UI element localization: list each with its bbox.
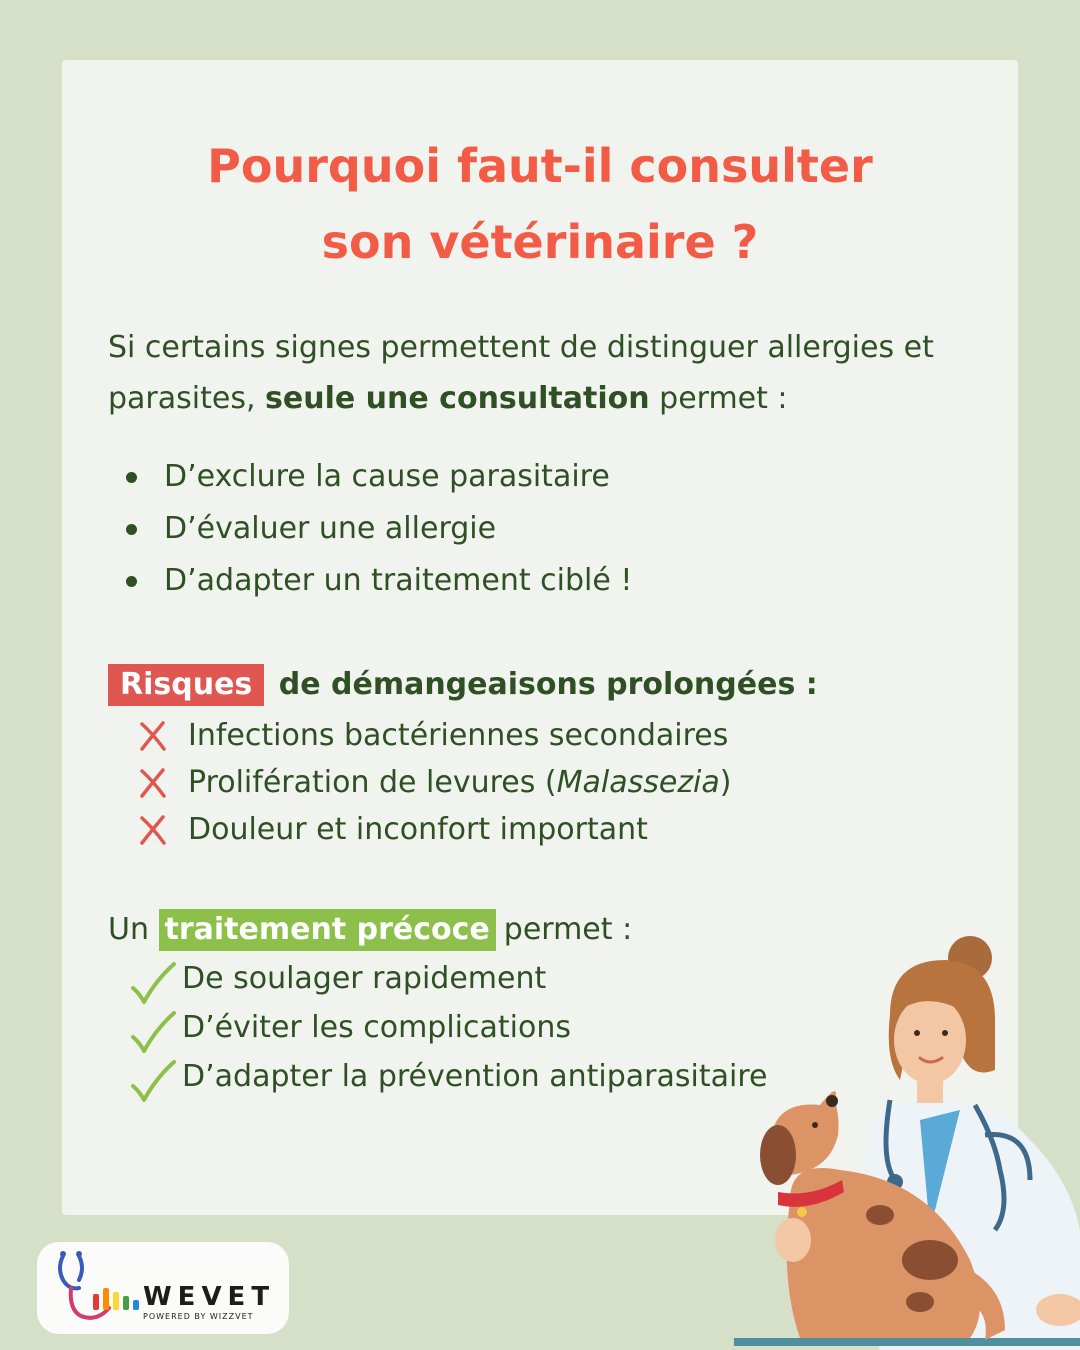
cross-icon [138, 720, 168, 752]
title-line-1: Pourquoi faut-il consulter [207, 139, 873, 193]
risk-text: Infections bactériennes secondaires [188, 717, 729, 753]
risk-text: Douleur et inconfort important [188, 811, 648, 847]
treatment-text: D’adapter la prévention antiparasitaire [182, 1059, 768, 1094]
list-item [130, 1054, 767, 1103]
risks-heading [108, 664, 818, 706]
treatment-heading [108, 909, 632, 951]
list-item [138, 806, 732, 853]
treatment-tag: traitement précoce [159, 909, 496, 951]
treatment-suffix: permet : [503, 912, 633, 947]
exam-table [734, 1338, 1080, 1346]
vet-face [894, 996, 966, 1084]
list-item [126, 503, 632, 555]
logo-wordmark: WEVET [143, 1282, 276, 1312]
treatment-benefits-list [130, 956, 767, 1103]
list-item [130, 956, 767, 1005]
intro-bold: seule une consultation [265, 381, 650, 416]
dog-ear [760, 1125, 796, 1185]
check-icon [130, 1007, 178, 1055]
risks-heading-text: de démangeaisons prolongées : [278, 667, 818, 702]
list-item-text: D’exclure la cause parasitaire [164, 459, 610, 494]
list-item-text: D’évaluer une allergie [164, 511, 497, 546]
risk-text [188, 761, 732, 805]
treatment-text: De soulager rapidement [182, 961, 547, 996]
consultation-benefits-list [126, 451, 632, 607]
page-title [0, 128, 1080, 280]
cross-icon [138, 814, 168, 846]
risk-text-start: Prolifération de levures ( [188, 764, 557, 800]
intro-text-2: permet : [649, 381, 788, 416]
bullet-dot-icon [126, 472, 137, 483]
list-item [130, 1005, 767, 1054]
risks-tag: Risques [108, 664, 264, 706]
bullet-dot-icon [126, 524, 137, 535]
treatment-text: D’éviter les complications [182, 1010, 571, 1045]
stethoscope-logo-icon [51, 1248, 147, 1328]
vet-dog-illustration [730, 930, 1080, 1350]
risk-text-italic: Malassezia [556, 764, 720, 800]
list-item [126, 451, 632, 503]
intro-paragraph [108, 322, 958, 424]
risks-list [138, 712, 732, 853]
title-line-2: son vétérinaire ? [321, 215, 759, 269]
wevet-logo [37, 1242, 289, 1334]
treatment-prefix: Un [108, 912, 149, 947]
logo-tagline: POWERED BY WIZZVET [143, 1312, 254, 1321]
list-item [138, 712, 732, 759]
cross-icon [138, 767, 168, 799]
check-icon [130, 958, 178, 1006]
risk-text-end: ) [719, 764, 732, 800]
list-item [138, 759, 732, 806]
list-item-text: D’adapter un traitement ciblé ! [164, 563, 633, 598]
intro-text-1: Si certains signes permettent de distinguer allergies et parasites, [108, 330, 934, 416]
check-icon [130, 1056, 178, 1104]
list-item [126, 555, 632, 607]
bullet-dot-icon [126, 576, 137, 587]
